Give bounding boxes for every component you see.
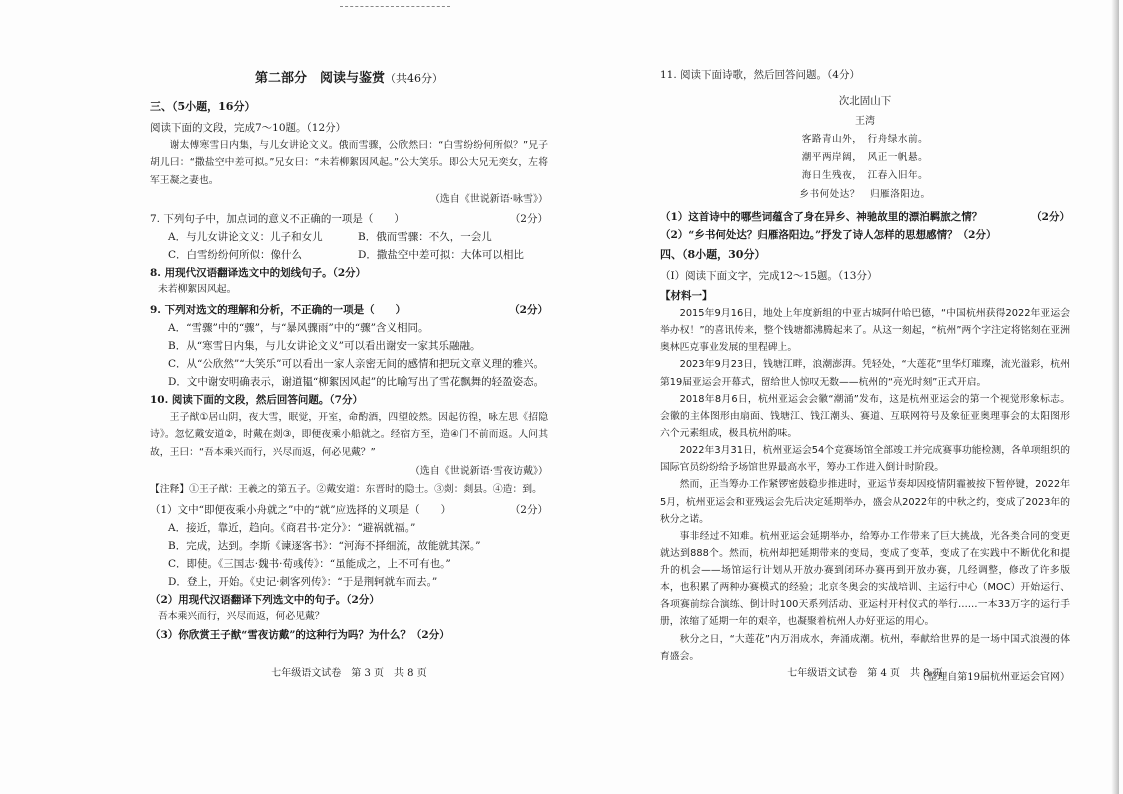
- option-c: C．白雪纷纷何所似：像什么: [168, 249, 303, 262]
- paragraph: 2018年8月6日，杭州亚运会会徽“潮涌”发布，这是杭州亚运会的第一个视觉形象标志。会徽的主体图形由扇面、钱塘江、钱江潮头、赛道、互联网符号及象征亚奥理事会的太阳图形六个元素组成，极具杭州韵味。: [660, 393, 1070, 439]
- question-11: 11. 阅读下面诗歌，然后回答问题。（4分）: [660, 69, 860, 81]
- option-b: B．从“寒雪日内集，与儿女讲论文义”可以看出谢安一家其乐融融。: [168, 340, 481, 353]
- question-11-1: （1）这首诗中的哪些词蕴含了身在异乡、神驰故里的漂泊羁旅之情？ （2分）: [660, 210, 1070, 223]
- source-credit: （整理自第19届杭州亚运会官网）: [917, 671, 1070, 683]
- paragraph: 2022年3月31日，杭州亚运会54个竞赛场馆全部竣工并完成赛事功能检测，各单项组织的国际官员纷纷给予场馆世界最高水平，筹办工作进入倒计时阶段。: [660, 445, 1070, 474]
- option-b: B．俄而雪骤：不久，一会儿: [358, 230, 492, 243]
- question-10-2-sentence: 吾本乘兴而行，兴尽而返，何必见戴？: [158, 610, 325, 622]
- question-8: 8. 用现代汉语翻译选文中的划线句子。（2分）: [150, 267, 367, 280]
- page-footer-4: 七年级语文试卷 第 4 页 共 8 页: [787, 668, 943, 679]
- page-4: [660, 66, 1070, 686]
- source-xueyefangdai: （选自《世说新语·雪夜访戴》）: [409, 465, 548, 477]
- option-c: C．即使。《三国志·魏书·荀彧传》：“虽能成之，上不可有也。”: [168, 557, 451, 570]
- material-1-text: [660, 305, 1070, 665]
- option-d: D．撒盐空中差可拟：大体可以相比: [358, 249, 524, 262]
- option-d: D．文中谢安明确表示，谢道韫“柳絮因风起”的比喻写出了雪花飘舞的轻盈姿态。: [168, 376, 545, 389]
- option-d: D．登上，开始。《史记·刺客列传》：“于是荆轲就车而去。”: [168, 575, 438, 588]
- instruction-12-15: （Ⅰ）阅读下面文字，完成12～15题。（13分）: [660, 269, 878, 282]
- poem-line: 潮平两岸阔， 风正一帆悬。: [801, 152, 929, 164]
- question-10-3: （3）你欣赏王子猷“雪夜访戴”的这种行为吗？为什么？（2分）: [150, 628, 450, 641]
- poem-author: 王湾: [855, 115, 875, 127]
- option-a: A．与儿女讲论文义：儿子和女儿: [168, 230, 323, 243]
- annotation-note: 【注释】①王子猷：王羲之的第五子。②戴安道：东晋时的隐士。③剡：剡县。④造：到。: [150, 483, 542, 495]
- question-7: 7. 下列句子中，加点词的意义不正确的一项是（ ） （2分）: [150, 212, 548, 225]
- section-3-title: 三、（5小题，16分）: [150, 100, 256, 114]
- scan-edge-shadow: [1111, 0, 1119, 794]
- question-8-sentence: 未若柳絮因风起。: [158, 284, 237, 296]
- question-10-1: （1）文中“即便夜乘小舟就之”中的“就”应选择的义项是（ ） （2分）: [150, 503, 548, 516]
- poem-title: 次北固山下: [838, 95, 892, 108]
- poem: [660, 92, 1070, 204]
- page-footer-3: 七年级语文试卷 第 3 页 共 8 页: [271, 668, 427, 679]
- page-3: [150, 66, 548, 644]
- paragraph: 2023年9月23日，钱塘江畔，浪潮澎湃。凭轻处，“大莲花”里华灯璀璨，流光溢彩，杭州第19届亚运会开幕式，留给世人惊叹无数——杭州的“亮光时刻”正式开启。: [660, 359, 1070, 388]
- option-a: A．接近，靠近，趋向。《商君书·定分》：“避祸就福。”: [168, 521, 416, 534]
- question-10: 10. 阅读下面的文段，然后回答问题。（7分）: [150, 394, 363, 407]
- part-title: 第二部分 阅读与鉴赏（共46分）: [254, 71, 443, 86]
- poem-line: 客路青山外， 行舟绿水前。: [801, 133, 929, 145]
- option-b: B．完成，达到。李斯《谏逐客书》：“河海不择细流，故能就其深。”: [168, 539, 481, 552]
- question-7-options: [150, 228, 548, 264]
- option-c: C．从“公欣然”“大笑乐”可以看出一家人亲密无间的感情和把玩文章义理的雅兴。: [168, 358, 545, 371]
- source-yongxue: （选自《世说新语·咏雪》）: [429, 193, 548, 205]
- paragraph: 2015年9月16日，地处上年度新组的中亚古城阿什哈巴德，“中国杭州获得2022年亚运会举办权！”的喜讯传来，整个钱塘都沸腾起来了。从这一刻起，“杭州”两个字注定将铭刻在亚洲奥林匹克事业发展的里程碑上。: [660, 307, 1070, 354]
- paragraph: 秋分之日，“大莲花”内万涓成水，奔涌成潮。杭州，奉献给世界的是一场中国式浪漫的体育盛会。: [660, 633, 1070, 662]
- passage-xueyefangdai: 王子猷①居山阴，夜大雪，眠觉，开室，命酌酒，四望皎然。因起彷徨，咏左思《招隐诗》。忽忆戴安道②，时戴在剡③，即便夜乘小船就之。经宿方至，造④门不前而返。人问其故，王曰：“吾本乘兴而行，兴尽而返，何必见戴？”: [150, 412, 548, 458]
- poem-line: 海日生残夜， 江春入旧年。: [801, 170, 929, 182]
- poem-line: 乡书何处达？ 归雁洛阳边。: [799, 188, 931, 200]
- option-a: A．“雪骤”中的“骤”，与“暴风骤雨”中的“骤”含义相同。: [168, 322, 429, 334]
- material-1-label: 【材料一】: [660, 289, 713, 302]
- section-4-title: 四、（8小题，30分）: [660, 247, 766, 261]
- paragraph: 事非经过不知难。杭州亚运会延期举办，给筹办工作带来了巨大挑战，光各类合同的变更就达到888个。然而，杭州却把延期带来的变局，变成了变革，变成了在实践中不断优化和提升的机会——场馆运行计划从开放办赛到闭环办赛再到开放办赛，几经调整，修改了许多版本，也积累了两种办赛模式的经验；北京冬奥会的实战培训、主运行中心（MOC）开始运行、各项赛前综合演练、倒计时100天系列活动、亚运村开村仪式的举行……一本33万字的运行手册，浓缩了延期一年的艰辛，也凝聚着杭州人办好亚运的用心。: [660, 530, 1070, 628]
- question-9: 9. 下列对选文的理解和分析，不正确的一项是（ ） （2分）: [150, 303, 548, 316]
- question-11-2: （2）“乡书何处达？归雁洛阳边。”抒发了诗人怎样的思想感情？（2分）: [660, 228, 997, 241]
- paragraph: 然而，正当筹办工作紧锣密鼓稳步推进时，亚运节奏却因疫情阴霾被按下暂停键，2022年5月，杭州亚运会和亚残运会先后决定延期举办，盛会从2022年的中秋之约，变成了2023年的秋分之诺。: [660, 479, 1070, 525]
- passage-yongxue: 谢太傅寒雪日内集，与儿女讲论文义。俄而雪骤，公欣然曰：“白雪纷纷何所似？”兄子胡儿曰：“撒盐空中差可拟。”兄女曰：“未若柳絮因风起。”公大笑乐。即公大兄无奕女，左将军王凝之妻也。: [150, 140, 548, 186]
- question-10-2: （2）用现代汉语翻译下列选文中的句子。（2分）: [150, 593, 380, 606]
- instruction-7-10: 阅读下面的文段，完成7～10题。（12分）: [150, 122, 347, 135]
- scan-edge-mark: [340, 6, 450, 8]
